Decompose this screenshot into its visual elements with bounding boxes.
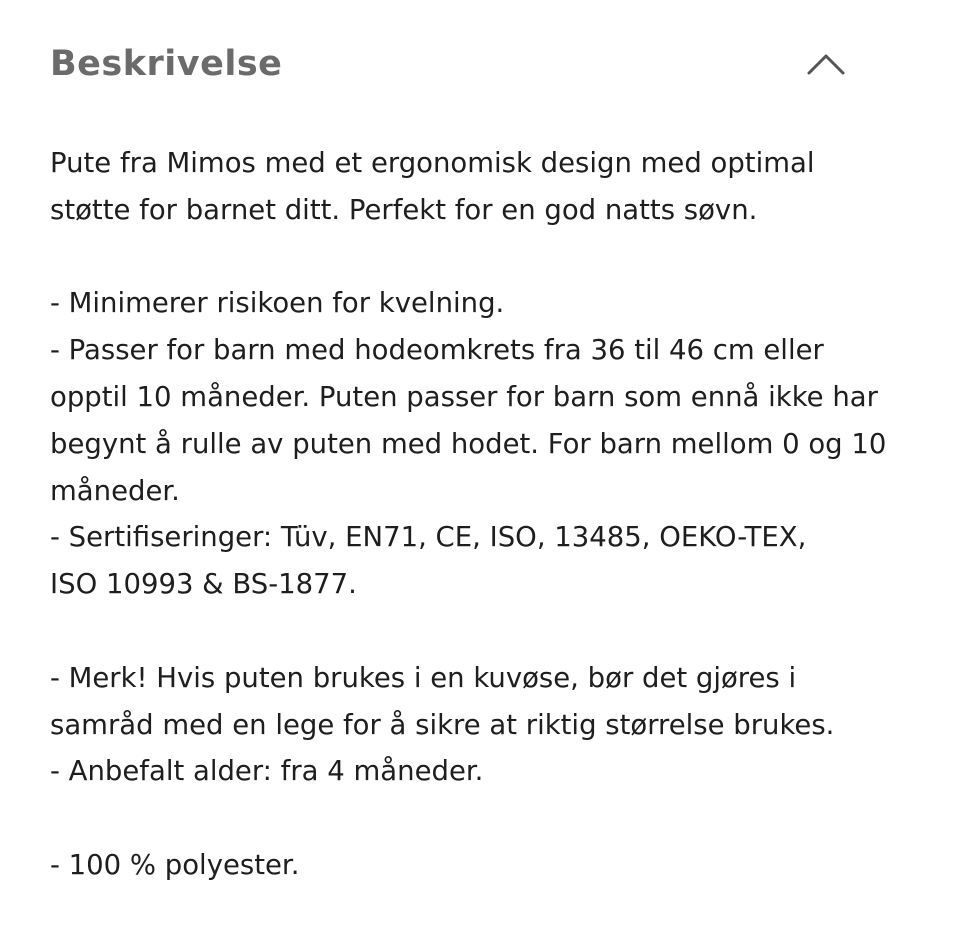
intro-paragraph bbox=[50, 140, 910, 234]
text-line: støtte for barnet ditt. Perfekt for en god natts søvn. bbox=[50, 193, 758, 226]
section-title: Beskrivelse bbox=[50, 44, 283, 84]
material-paragraph bbox=[50, 842, 910, 889]
chevron-up-icon-svg bbox=[806, 52, 846, 76]
features-paragraph bbox=[50, 280, 910, 608]
text-line: - Minimerer risikoen for kvelning. bbox=[50, 287, 505, 320]
text-line: - 100 % polyester. bbox=[50, 848, 300, 881]
accordion-header[interactable] bbox=[50, 38, 860, 90]
paragraph-gap bbox=[50, 795, 910, 842]
text-line: opptil 10 måneder. Puten passer for barn som ennå ikke har bbox=[50, 380, 878, 413]
text-line: - Anbefalt alder: fra 4 måneder. bbox=[50, 755, 484, 788]
text-line: begynt å rulle av puten med hodet. For barn mellom 0 og 10 bbox=[50, 427, 887, 460]
notes-paragraph bbox=[50, 655, 910, 795]
text-line: samråd med en lege for å sikre at riktig størrelse brukes. bbox=[50, 708, 835, 741]
text-line: - Passer for barn med hodeomkrets fra 36 til 46 cm eller bbox=[50, 334, 824, 367]
description-body bbox=[50, 140, 910, 889]
paragraph-gap bbox=[50, 234, 910, 281]
chevron-up-icon[interactable] bbox=[806, 50, 846, 78]
text-line: - Merk! Hvis puten brukes i en kuvøse, bør det gjøres i bbox=[50, 661, 797, 694]
text-line: Pute fra Mimos med et ergonomisk design med optimal bbox=[50, 147, 815, 179]
text-line: måneder. bbox=[50, 474, 180, 507]
paragraph-gap bbox=[50, 608, 910, 655]
text-line: ISO 10993 & BS-1877. bbox=[50, 568, 357, 601]
text-line: - Sertifiseringer: Tüv, EN71, CE, ISO, 13485, OEKO-TEX, bbox=[50, 521, 807, 554]
